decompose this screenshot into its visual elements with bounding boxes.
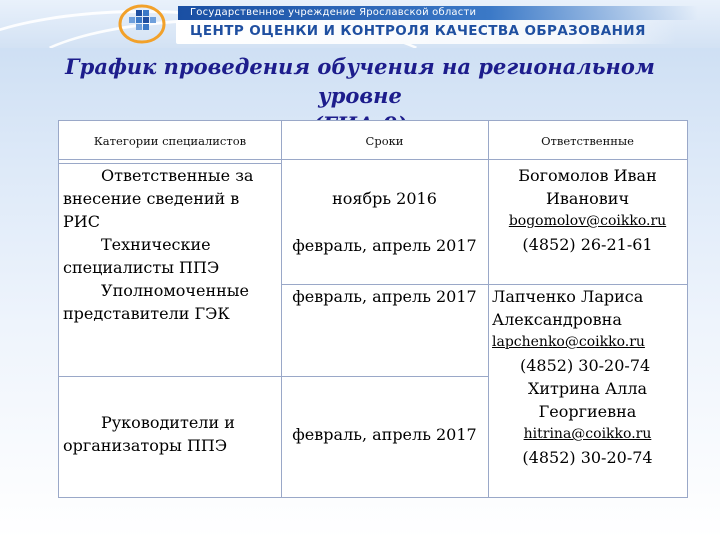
person-name: Александровна (492, 310, 622, 329)
center-name-bar (176, 20, 676, 44)
schedule-table (58, 120, 688, 498)
person-name: Лапченко Лариса (492, 287, 644, 306)
org-name: Государственное учреждение Ярославской области (178, 6, 698, 20)
row-divider (59, 376, 281, 377)
category-text: РИС (63, 212, 100, 231)
category-text: Руководители и (101, 413, 235, 432)
responsible-person-3 (488, 377, 687, 469)
phone-number: (4852) 30-20-74 (520, 356, 651, 375)
person-name: Иванович (545, 189, 630, 208)
logo-icon (118, 2, 168, 44)
header-divider (59, 159, 687, 160)
category-text: Технические (101, 235, 211, 254)
date-cell: ноябрь 2016 (332, 189, 437, 208)
center-name: ЦЕНТР ОЦЕНКИ И КОНТРОЛЯ КАЧЕСТВА ОБРАЗОВАНИЯ (190, 23, 646, 39)
row-divider (281, 376, 488, 377)
title-line-1: График проведения обучения на региональном уровне (65, 54, 655, 108)
header-banner (0, 0, 720, 48)
date-cell: февраль, апрель 2017 (292, 236, 477, 255)
phone-number: (4852) 30-20-74 (522, 448, 653, 467)
table-row (63, 411, 235, 457)
header-dates: Сроки (365, 134, 404, 148)
phone-number: (4852) 26-21-61 (522, 235, 653, 254)
header-responsible: Ответственные (541, 134, 634, 148)
date-cell: февраль, апрель 2017 (292, 287, 477, 306)
table-header-row (59, 121, 687, 159)
responsible-person-1 (488, 164, 687, 256)
header-category: Категории специалистов (93, 134, 247, 148)
person-name: Георгиевна (538, 402, 637, 421)
category-text: организаторы ППЭ (63, 436, 228, 455)
email-link[interactable]: bogomolov@coikko.ru (508, 213, 667, 229)
responsible-person-2 (492, 285, 687, 377)
email-link[interactable]: lapchenko@coikko.ru (492, 334, 645, 350)
email-link[interactable]: hitrina@coikko.ru (523, 426, 652, 442)
table-row (63, 164, 253, 325)
category-text: внесение сведений в (63, 189, 240, 208)
category-text: Уполномоченные (101, 281, 249, 300)
category-text: представители ГЭК (63, 304, 230, 323)
category-text: специалисты ППЭ (63, 258, 220, 277)
date-cell: февраль, апрель 2017 (292, 425, 477, 444)
category-text: Ответственные за (101, 166, 254, 185)
person-name: Хитрина Алла (527, 379, 648, 398)
person-name: Богомолов Иван (518, 166, 657, 185)
